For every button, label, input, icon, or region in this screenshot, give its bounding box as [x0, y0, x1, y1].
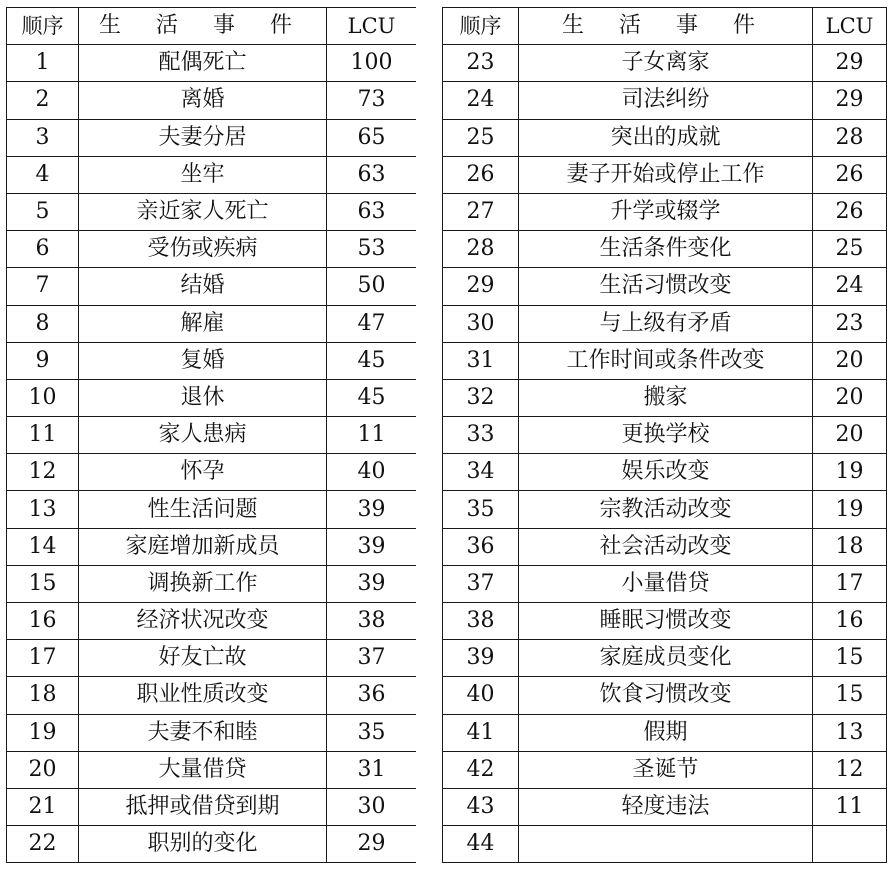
- row-lcu: 30: [327, 788, 417, 825]
- table-row: [443, 751, 887, 788]
- table-row: [7, 45, 417, 82]
- row-lcu: [813, 826, 887, 863]
- row-event: 家人患病: [79, 417, 327, 454]
- row-lcu: 73: [327, 82, 417, 119]
- row-lcu: 18: [813, 528, 887, 565]
- row-order: 6: [7, 231, 79, 268]
- row-order: 17: [7, 640, 79, 677]
- row-event: 调换新工作: [79, 565, 327, 602]
- table-row: [443, 677, 887, 714]
- row-order: 8: [7, 305, 79, 342]
- row-order: 26: [443, 156, 519, 193]
- row-event: 子女离家: [519, 45, 813, 82]
- row-lcu: 12: [813, 751, 887, 788]
- row-lcu: 39: [327, 528, 417, 565]
- row-event: 小量借贷: [519, 565, 813, 602]
- table-row: [7, 603, 417, 640]
- table-row: [7, 231, 417, 268]
- table-row: [7, 640, 417, 677]
- row-event: 圣诞节: [519, 751, 813, 788]
- table-row: [443, 603, 887, 640]
- row-order: 19: [7, 714, 79, 751]
- row-lcu: 26: [813, 156, 887, 193]
- header-event: 生 活 事 件: [519, 8, 813, 45]
- life-events-table-left: [6, 7, 417, 863]
- row-order: 39: [443, 640, 519, 677]
- table-row: [7, 714, 417, 751]
- row-event: 饮食习惯改变: [519, 677, 813, 714]
- table-row: [7, 751, 417, 788]
- row-event: 职业性质改变: [79, 677, 327, 714]
- row-lcu: 45: [327, 379, 417, 416]
- table-row: [443, 119, 887, 156]
- row-event: 更换学校: [519, 417, 813, 454]
- row-order: 32: [443, 379, 519, 416]
- row-lcu: 39: [327, 491, 417, 528]
- row-event: 退休: [79, 379, 327, 416]
- row-order: 20: [7, 751, 79, 788]
- row-event: 宗教活动改变: [519, 491, 813, 528]
- header-lcu: LCU: [327, 8, 417, 45]
- row-lcu: 40: [327, 454, 417, 491]
- row-order: 33: [443, 417, 519, 454]
- table-row: [443, 454, 887, 491]
- row-order: 44: [443, 826, 519, 863]
- table-row: [443, 565, 887, 602]
- row-order: 13: [7, 491, 79, 528]
- row-lcu: 20: [813, 342, 887, 379]
- table-row: [7, 82, 417, 119]
- table-row: [443, 305, 887, 342]
- row-order: 12: [7, 454, 79, 491]
- row-event: 妻子开始或停止工作: [519, 156, 813, 193]
- row-event: 工作时间或条件改变: [519, 342, 813, 379]
- row-lcu: 28: [813, 119, 887, 156]
- table-row: [443, 342, 887, 379]
- table-row: [443, 45, 887, 82]
- row-lcu: 45: [327, 342, 417, 379]
- row-event: 与上级有矛盾: [519, 305, 813, 342]
- table-row: [443, 528, 887, 565]
- row-order: 30: [443, 305, 519, 342]
- row-lcu: 15: [813, 640, 887, 677]
- row-event: 娱乐改变: [519, 454, 813, 491]
- row-order: 21: [7, 788, 79, 825]
- table-row: [7, 788, 417, 825]
- row-event: 家庭成员变化: [519, 640, 813, 677]
- row-event: 受伤或疾病: [79, 231, 327, 268]
- header-order: 顺序: [7, 8, 79, 45]
- row-event: 生活条件变化: [519, 231, 813, 268]
- row-lcu: 16: [813, 603, 887, 640]
- table-row: [443, 826, 887, 863]
- row-lcu: 26: [813, 193, 887, 230]
- row-order: 4: [7, 156, 79, 193]
- row-lcu: 31: [327, 751, 417, 788]
- row-event: 夫妻不和睦: [79, 714, 327, 751]
- row-lcu: 36: [327, 677, 417, 714]
- table-row: [443, 417, 887, 454]
- row-order: 1: [7, 45, 79, 82]
- table-row: [7, 342, 417, 379]
- table-row: [443, 231, 887, 268]
- header-lcu: LCU: [813, 8, 887, 45]
- row-lcu: 23: [813, 305, 887, 342]
- table-row: [443, 714, 887, 751]
- row-event: 职别的变化: [79, 826, 327, 863]
- row-lcu: 35: [327, 714, 417, 751]
- table-row: [7, 491, 417, 528]
- row-lcu: 15: [813, 677, 887, 714]
- table-row: [7, 528, 417, 565]
- row-order: 37: [443, 565, 519, 602]
- row-event: 睡眠习惯改变: [519, 603, 813, 640]
- row-lcu: 20: [813, 417, 887, 454]
- row-lcu: 24: [813, 268, 887, 305]
- row-event: 司法纠纷: [519, 82, 813, 119]
- row-lcu: 39: [327, 565, 417, 602]
- table-row: [7, 379, 417, 416]
- row-lcu: 13: [813, 714, 887, 751]
- row-order: 28: [443, 231, 519, 268]
- table-row: [443, 640, 887, 677]
- row-lcu: 100: [327, 45, 417, 82]
- row-order: 18: [7, 677, 79, 714]
- header-row: [443, 8, 887, 45]
- table-row: [443, 379, 887, 416]
- row-lcu: 53: [327, 231, 417, 268]
- row-lcu: 29: [813, 82, 887, 119]
- row-event: 配偶死亡: [79, 45, 327, 82]
- row-lcu: 50: [327, 268, 417, 305]
- row-lcu: 65: [327, 119, 417, 156]
- row-order: 27: [443, 193, 519, 230]
- row-event: 复婚: [79, 342, 327, 379]
- table-row: [7, 677, 417, 714]
- row-lcu: 63: [327, 193, 417, 230]
- row-lcu: 29: [327, 826, 417, 863]
- row-lcu: 19: [813, 491, 887, 528]
- row-event: 性生活问题: [79, 491, 327, 528]
- row-lcu: 47: [327, 305, 417, 342]
- row-order: 10: [7, 379, 79, 416]
- row-event: 好友亡故: [79, 640, 327, 677]
- row-event: 解雇: [79, 305, 327, 342]
- life-events-table-right: [442, 7, 887, 863]
- header-event: 生 活 事 件: [79, 8, 327, 45]
- table-row: [443, 82, 887, 119]
- row-event: 怀孕: [79, 454, 327, 491]
- row-order: 29: [443, 268, 519, 305]
- row-order: 15: [7, 565, 79, 602]
- row-order: 22: [7, 826, 79, 863]
- row-order: 41: [443, 714, 519, 751]
- row-event: 生活习惯改变: [519, 268, 813, 305]
- table-row: [7, 454, 417, 491]
- row-event: 坐牢: [79, 156, 327, 193]
- row-event: 社会活动改变: [519, 528, 813, 565]
- table-row: [7, 193, 417, 230]
- row-event: 升学或辍学: [519, 193, 813, 230]
- row-order: 38: [443, 603, 519, 640]
- row-order: 43: [443, 788, 519, 825]
- table-row: [7, 305, 417, 342]
- table-row: [443, 156, 887, 193]
- row-event: 经济状况改变: [79, 603, 327, 640]
- header-order: 顺序: [443, 8, 519, 45]
- row-event: 亲近家人死亡: [79, 193, 327, 230]
- table-row: [7, 268, 417, 305]
- table-row: [443, 788, 887, 825]
- row-lcu: 20: [813, 379, 887, 416]
- row-order: 2: [7, 82, 79, 119]
- row-event: 大量借贷: [79, 751, 327, 788]
- row-lcu: 38: [327, 603, 417, 640]
- row-order: 42: [443, 751, 519, 788]
- table-row: [443, 193, 887, 230]
- table-row: [7, 119, 417, 156]
- row-lcu: 19: [813, 454, 887, 491]
- row-order: 16: [7, 603, 79, 640]
- row-lcu: 25: [813, 231, 887, 268]
- row-order: 9: [7, 342, 79, 379]
- row-order: 11: [7, 417, 79, 454]
- row-event: 家庭增加新成员: [79, 528, 327, 565]
- row-order: 14: [7, 528, 79, 565]
- row-event: 假期: [519, 714, 813, 751]
- row-event: 夫妻分居: [79, 119, 327, 156]
- row-order: 23: [443, 45, 519, 82]
- table-row: [7, 156, 417, 193]
- row-event: 搬家: [519, 379, 813, 416]
- row-event: 突出的成就: [519, 119, 813, 156]
- row-event: 抵押或借贷到期: [79, 788, 327, 825]
- table-row: [7, 565, 417, 602]
- row-event: 离婚: [79, 82, 327, 119]
- table-row: [7, 417, 417, 454]
- row-event: 轻度违法: [519, 788, 813, 825]
- row-order: 36: [443, 528, 519, 565]
- row-order: 24: [443, 82, 519, 119]
- row-order: 31: [443, 342, 519, 379]
- row-order: 34: [443, 454, 519, 491]
- row-order: 5: [7, 193, 79, 230]
- row-lcu: 37: [327, 640, 417, 677]
- table-row: [7, 826, 417, 863]
- row-lcu: 17: [813, 565, 887, 602]
- row-lcu: 63: [327, 156, 417, 193]
- row-event: 结婚: [79, 268, 327, 305]
- column-gap: [416, 7, 442, 867]
- row-order: 25: [443, 119, 519, 156]
- table-row: [443, 491, 887, 528]
- row-lcu: 29: [813, 45, 887, 82]
- row-order: 40: [443, 677, 519, 714]
- row-order: 35: [443, 491, 519, 528]
- row-order: 7: [7, 268, 79, 305]
- row-lcu: 11: [327, 417, 417, 454]
- header-row: [7, 8, 417, 45]
- table-row: [443, 268, 887, 305]
- row-order: 3: [7, 119, 79, 156]
- row-event: [519, 826, 813, 863]
- row-lcu: 11: [813, 788, 887, 825]
